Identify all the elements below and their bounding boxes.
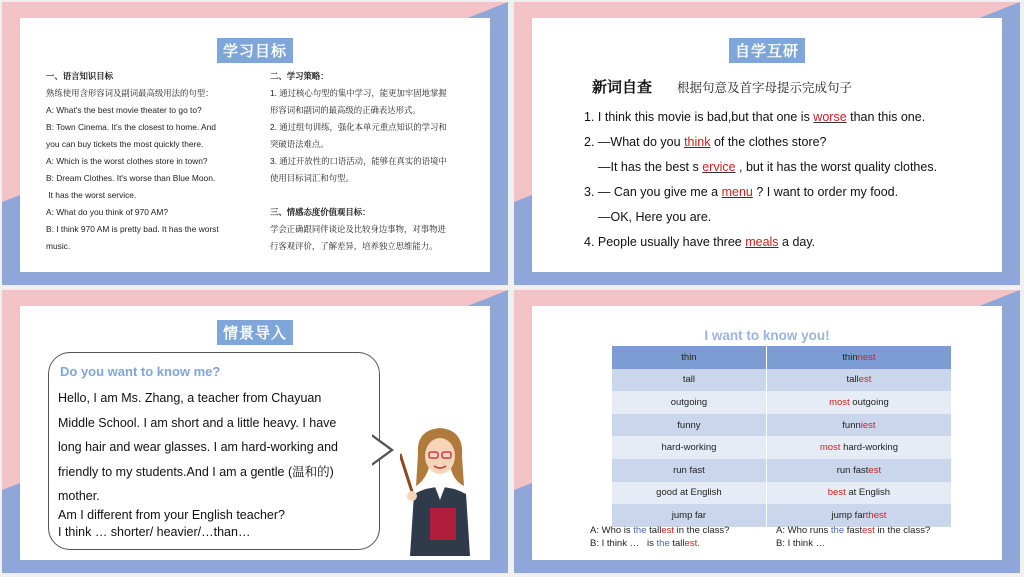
slide-superlatives-table[interactable] [514,290,1020,573]
base-form-cell: jump far [612,504,766,527]
slide-badge: 学习目标 [217,38,293,63]
qa-right: A: Who runs the fastest in the class? B: I think … [776,525,931,549]
sentence-2-reply: —It has the best s ervice , but it has the worst quality clothes. [598,160,938,174]
table-row [612,436,952,459]
right-line: 2. 通过组句训练，强化本单元重点知识的学习和 [270,122,447,132]
bubble-question: Do you want to know me? [60,364,221,379]
right-heading: 二、学习策略： [270,71,329,81]
speech-bubble-tail-fill [371,436,390,464]
answer-word: ervice [702,160,736,174]
instruction-text: 根据句意及首字母提示完成句子 [677,81,853,95]
left-column [46,68,246,255]
table-row [612,346,952,369]
base-form-cell: run fast [612,459,766,482]
right-line: 形容词和副词的最高级的正确表达形式。 [270,105,421,115]
qa-left: A: Who is the tallest in the class? B: I think … is the tallest. [590,525,730,549]
left-line: A: What do you think of 970 AM? [46,207,168,217]
slide-card [20,306,490,560]
left-heading: 一、语言知识目标 [46,71,113,81]
left-line: you can buy tickets the most quickly there. [46,139,204,149]
left-line: B: I think 970 AM is pretty bad. It has the worst [46,224,219,234]
section-title: 新词自查 [592,79,653,96]
teacher-illustration-icon [400,424,480,556]
right-line: 使用目标词汇和句型。 [270,173,354,183]
answer-word: menu [721,185,753,199]
left-line: It has the worst service. [46,190,137,200]
right-line: 行客观评价，了解差异，培养独立思维能力。 [270,241,438,251]
slide-card [20,18,490,272]
table-title: I want to know you! [704,328,830,343]
right-line: 1. 通过核心句型的集中学习，能更加牢固地掌握 [270,88,447,98]
base-form-cell: good at English [612,482,766,505]
slide-badge: 自学互研 [729,38,805,63]
sentence-2: 2. —What do you think of the clothes store? [584,135,827,149]
superlatives-table [612,346,952,527]
table-row [612,459,952,482]
base-form-cell: hard-working [612,436,766,459]
right-line: 3. 通过开放性的口语活动，能够在真实的语境中 [270,156,447,166]
superlative-cell: most outgoing [766,391,951,414]
slide-card [532,306,1002,560]
left-line: music. [46,241,71,251]
table-row [612,369,952,392]
slide-scenario-intro[interactable] [2,290,508,573]
right-line: 突破语法难点。 [270,139,329,149]
superlative-cell: most hard-working [766,436,951,459]
superlative-cell: funniest [766,414,951,437]
slide-card [532,18,1002,272]
answer-word: meals [745,235,779,249]
right-column [270,68,480,255]
bubble-line-1: Am I different from your English teacher? [58,508,285,522]
sentence-4: 4. People usually have three meals a day. [584,235,816,249]
superlative-cell: best at English [766,482,951,505]
right-heading-2: 三、情感态度价值观目标： [270,207,371,217]
superlative-cell: jump farthest [766,504,951,527]
table-row [612,391,952,414]
bubble-paragraph: Hello, I am Ms. Zhang, a teacher from Chayuan Middle School. I am short and a little heavy. I have long hair and wear glasses. I am hard-working and friendly to my students.And I am a gentle (温和的) mother. [58,391,339,503]
base-form-cell: outgoing [612,391,766,414]
left-line: A: Which is the worst clothes store in town? [46,156,208,166]
sentence-3: 3. — Can you give me a menu ? I want to order my food. [584,185,899,199]
slide-badge: 情景导入 [217,320,293,345]
left-line: B: Town Cinema. It's the closest to home. And [46,122,216,132]
table-row [612,482,952,505]
slide-learning-goals[interactable] [2,2,508,285]
superlative-cell: run fastest [766,459,951,482]
table-row [612,414,952,437]
base-form-cell: funny [612,414,766,437]
slide-self-study[interactable] [514,2,1020,285]
left-line: A: What's the best movie theater to go to? [46,105,202,115]
left-line: 熟练使用含形容词及副词最高级用法的句型： [46,88,214,98]
sentence-1: 1. I think this movie is bad,but that one is worse than this one. [584,110,926,124]
answer-word: think [684,135,711,149]
bubble-line-2: I think … shorter/ heavier/…than… [58,525,251,539]
superlative-cell: tallest [766,369,951,392]
superlative-cell: thinnest [766,346,951,369]
base-form-cell: thin [612,346,766,369]
right-line: 学会正确跟同伴谈论及比较身边事物，对事物进 [270,224,446,234]
base-form-cell: tall [612,369,766,392]
sentence-3-reply: —OK, Here you are. [598,210,712,224]
left-line: B: Dream Clothes. It's worse than Blue Moon. [46,173,216,183]
answer-word: worse [813,110,847,124]
